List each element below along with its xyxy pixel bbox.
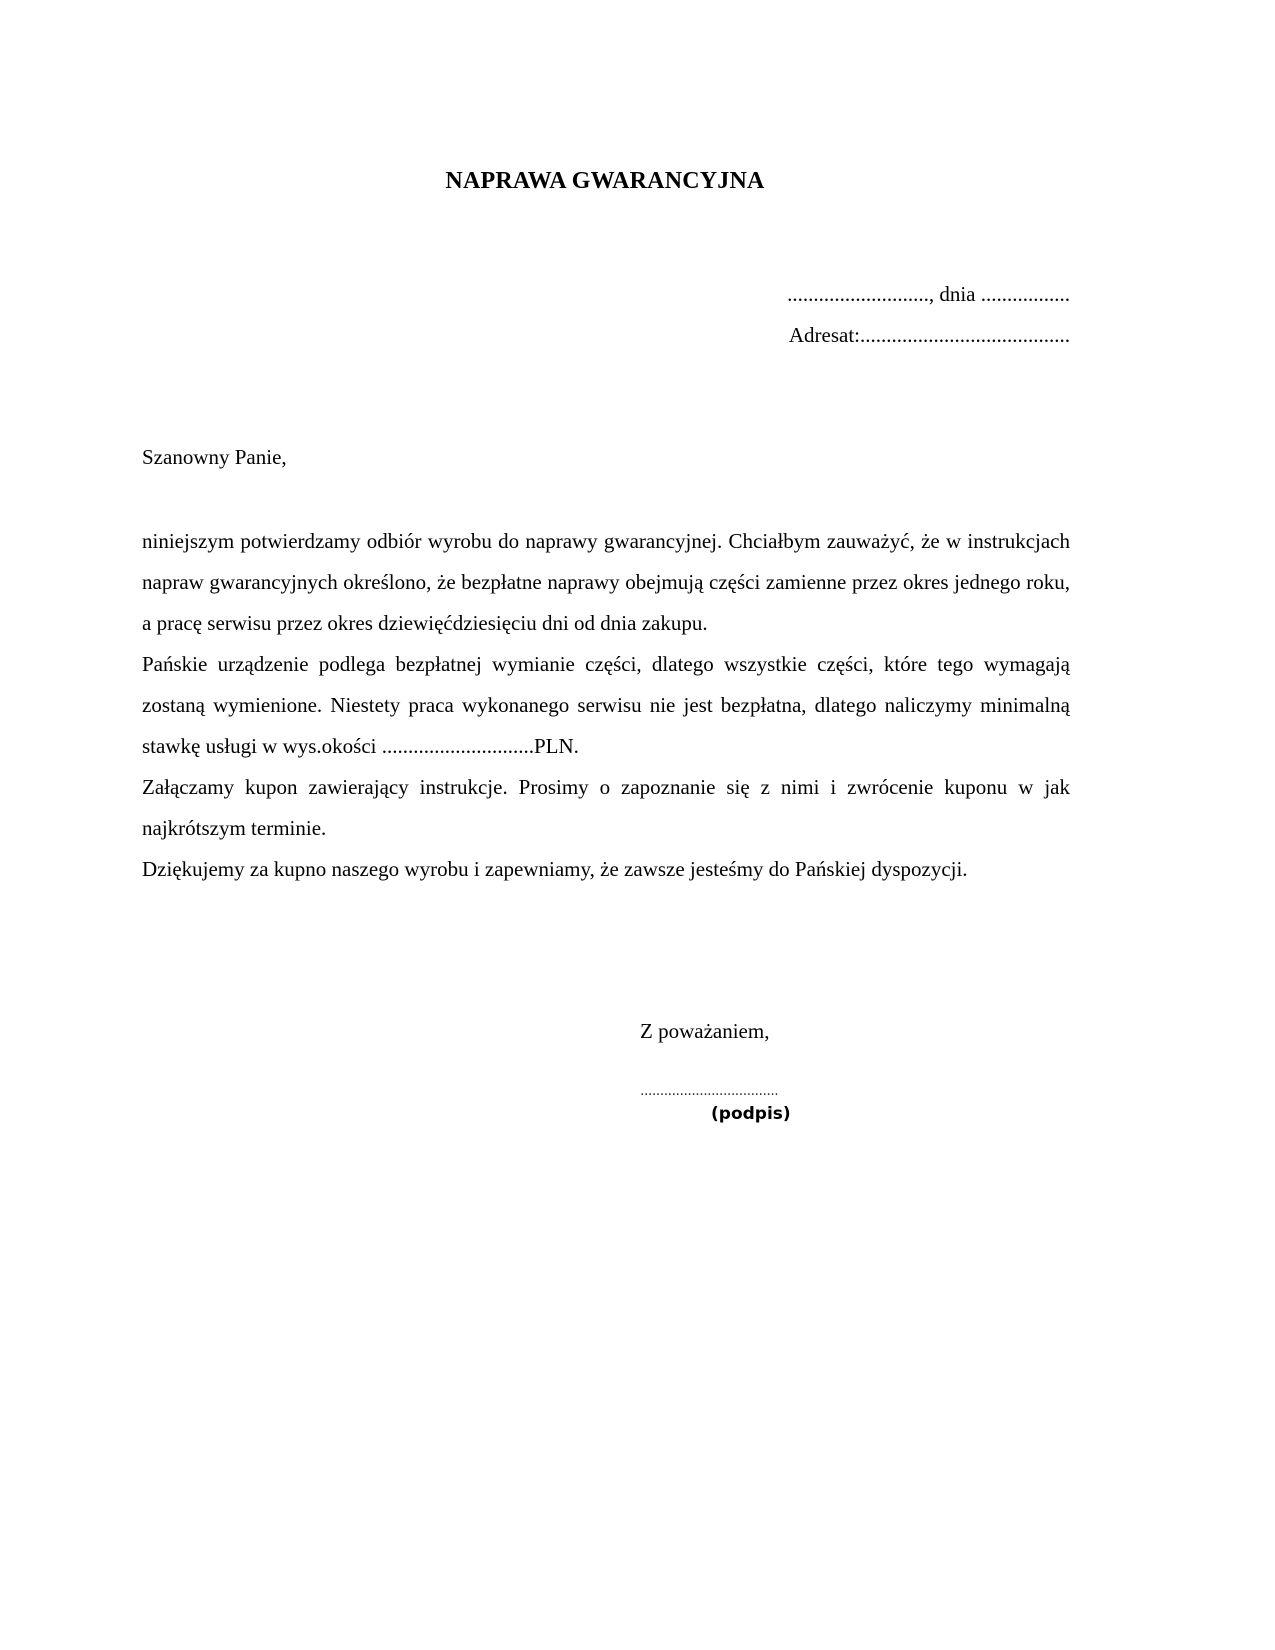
- addressee-line: Adresat:........................................: [788, 323, 1070, 347]
- document-title: NAPRAWA GWARANCYJNA: [445, 168, 765, 194]
- paragraph-thanks: Dziękujemy za kupno naszego wyrobu i zapewniamy, że zawsze jesteśmy do Pańskiej dyspozycji.: [142, 857, 968, 881]
- paragraph-replacement: Pańskie urządzenie podlega bezpłatnej wymianie części, dlatego wszystkie części, które tego wymagają zostaną wymienione. Niestety praca wykonanego serwisu nie jest bezpłatna, dlatego naliczymy minimalną stawkę usługi w wys.okości .............................PLN.: [142, 652, 1070, 758]
- closing: Z poważaniem,: [640, 1019, 770, 1043]
- signature-label: (podpis): [711, 1104, 791, 1124]
- paragraph-coupon: Załączamy kupon zawierający instrukcje. Prosimy o zapoznanie się z nimi i zwrócenie kuponu w jak najkrótszym terminie.: [142, 775, 1070, 840]
- place-date-line: ..........................., dnia .................: [787, 282, 1070, 306]
- letter-body: [142, 521, 1070, 890]
- salutation: Szanowny Panie,: [142, 445, 287, 469]
- signature-line: ...................................: [640, 1083, 779, 1099]
- paragraph-confirmation: niniejszym potwierdzamy odbiór wyrobu do naprawy gwarancyjnej. Chciałbym zauważyć, że w instrukcjach napraw gwarancyjnych określono, że bezpłatne naprawy obejmują części zamienne przez okres jednego roku, a pracę serwisu przez okres dziewięćdziesięciu dni od dnia zakupu.: [142, 529, 1070, 635]
